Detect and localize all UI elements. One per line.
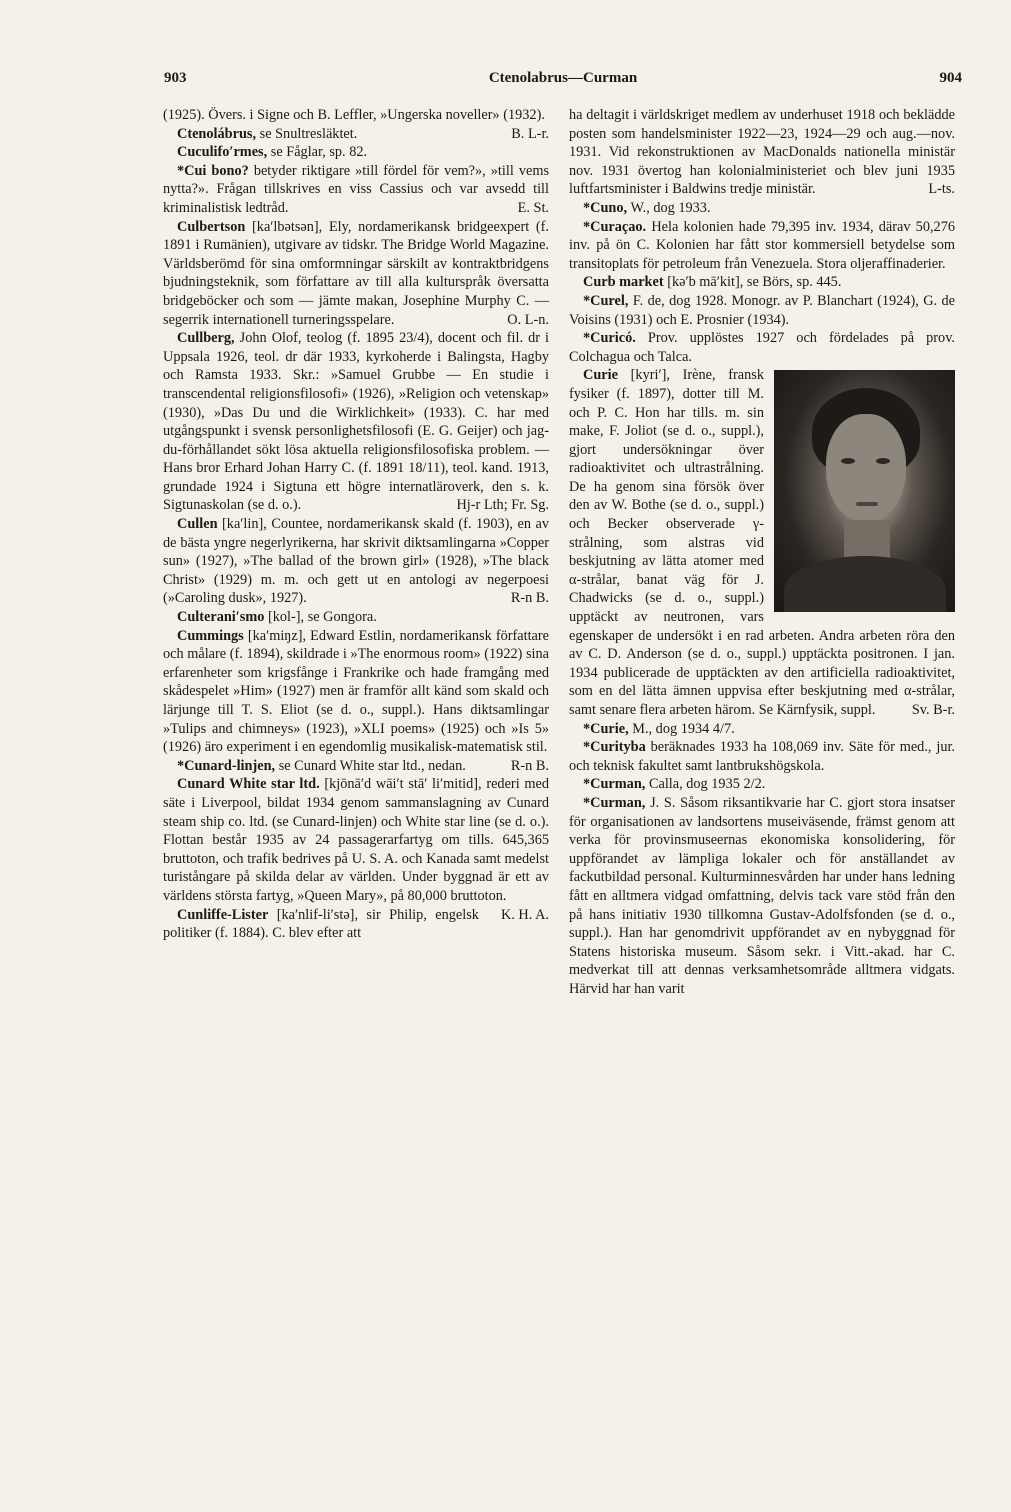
entry-r1 bbox=[569, 199, 955, 218]
entry-r8 bbox=[569, 775, 955, 794]
entry-text: se Fåglar, sp. 82. bbox=[270, 144, 368, 161]
entry-text: [ka′lin], Countee, nordamerikansk skald (f. 1903), en av de bästa yngre negerlyrikerna, har skrivit diktsamlingarna »Copper sun» (1927), »The ballad of the brown girl» (1928), »The black Christ» (1929) m. m. och gett ut en antologi av negerpoesi (»Caroling dusk», 1927). bbox=[163, 516, 549, 607]
left-column bbox=[163, 106, 549, 943]
entry-text: [kyri′], Irène, fransk fysiker (f. 1897), dotter till M. och P. C. Hon har tills. m. sin make, F. Joliot (se d. o., suppl.), gjort undersökningar över radioaktivitet och ultrastrålning. De ha genom sina försök över den av W. Bothe (se d. o., suppl.) och Becker observerade γ-strålning, som alstras vid beskjutning av lätta atomer med α-strålar, banat väg för J. Chadwicks (se d. o., suppl.) upptäckt av neutronen, vars egenskaper de undersökt i en rad arbeten. Andra arbeten röra den av C. D. Anderson (se d. o., suppl.) upptäckta positronen. I jan. 1934 publicerade de upptäckten av den artificiella radioaktivitet, som en del lätta ämnen uppvisa efter beskjutning med α-strålar, samt senare flera arbeten härom. Se Kärnfysik, suppl. bbox=[569, 367, 955, 718]
entry-l9 bbox=[163, 757, 549, 776]
entry-headword: *Curie, bbox=[583, 720, 629, 737]
entry-signature: B. L-r. bbox=[511, 125, 549, 142]
entry-headword: Ctenolábrus, bbox=[177, 125, 257, 142]
entry-signature: R-n B. bbox=[510, 757, 549, 774]
portrait-photo bbox=[774, 370, 955, 612]
entry-curie-irene bbox=[569, 366, 955, 719]
page-number-right: 904 bbox=[939, 70, 962, 86]
entry-text: [ka′nlif-li′stə], sir Philip, engelsk politiker (f. 1884). C. blev efter att bbox=[163, 906, 479, 942]
entry-r0 bbox=[569, 106, 955, 199]
entry-r4 bbox=[569, 292, 955, 329]
entry-text: [kol-], se Gongora. bbox=[268, 609, 377, 626]
entry-text: beräknades 1933 ha 108,069 inv. Säte för med., jur. och teknisk fakultet samt lantbrukshögskola. bbox=[569, 739, 956, 774]
entry-r6 bbox=[569, 720, 955, 739]
entry-headword: Curb market bbox=[583, 274, 664, 291]
entry-text: Hela kolonien hade 79,395 inv. 1934, därav 50,276 inv. på ön C. Kolonien har fått stor kommersiell betydelse som transitoplats för petroleum från Venezuela. Stora oljeraffinaderier. bbox=[569, 218, 955, 272]
entry-signature: K. H. A. bbox=[500, 906, 549, 923]
entry-headword: Cuculifo′rmes, bbox=[177, 144, 268, 161]
right-column bbox=[569, 106, 955, 999]
entry-headword: Cunard White star ltd. bbox=[177, 776, 320, 793]
entry-l7 bbox=[163, 608, 549, 627]
entry-headword: *Cuno, bbox=[583, 199, 628, 216]
entry-text: se Snultresläktet. bbox=[259, 125, 358, 142]
entry-text: se Cunard White star ltd., nedan. bbox=[278, 757, 466, 774]
entry-text: [kə′b mā′kit], se Börs, sp. 445. bbox=[667, 274, 842, 291]
entry-headword: *Curaçao. bbox=[583, 218, 647, 235]
entry-r9 bbox=[569, 794, 955, 999]
entry-l1 bbox=[163, 125, 549, 144]
entry-text: (1925). Övers. i Signe och B. Leffler, »Ungerska noveller» (1932). bbox=[163, 107, 545, 123]
entry-text: ha deltagit i världskriget medlem av underhuset 1918 och beklädde posten som handelsminister 1922—23, 1924—29 och aug.—nov. 1931. Vid rekonstruktionen av MacDonalds nationella ministär nov. 1931 övertog han kolonialministeriet och blev juni 1935 luftfartsminister i Baldwins tredje ministär. bbox=[569, 107, 955, 198]
entry-text: [kjōnā′d wāi′t stā′ li′mitid], rederi med säte i Liverpool, bildat 1934 genom sammanslagning av Cunard steam ship co. ltd. (se Cunard-linjen) och White star line (se d. o.). Flottan består 1935 av 24 passagerarfartyg om tills. 645,365 bruttoton, och trafik bedrives på U. S. A. och Kanada samt medelst turistångare på skilda delar av världen. Under byggnad är ett av världens största fartyg, »Queen Mary», på 80,000 bruttoton. bbox=[163, 776, 549, 904]
entry-headword: *Curel, bbox=[583, 292, 629, 309]
entry-text: Prov. upplöstes 1927 och fördelades på prov. Colchagua och Talca. bbox=[569, 330, 956, 365]
entry-text: Calla, dog 1935 2/2. bbox=[648, 776, 766, 793]
entry-headword: *Curicó. bbox=[583, 330, 636, 347]
entry-text: F. de, dog 1928. Monogr. av P. Blanchart (1924), G. de Voisins (1931) och E. Prosnier (1934). bbox=[569, 292, 956, 328]
entry-text: betyder riktigare »till fördel för vem?», »till vems nytta?». Frågan tillskrives en viss Cassius och var avsedd till kriminalistisk ledtråd. bbox=[163, 162, 550, 216]
entry-headword: Curie bbox=[583, 367, 618, 384]
entry-headword: *Curman, bbox=[583, 794, 646, 811]
entry-r3 bbox=[569, 273, 955, 292]
entry-text: [ka′lbətsən], Ely, nordamerikansk bridgeexpert (f. 1891 i Rumänien), utgivare av tidskr. The Bridge World Magazine. Världsberömd för sina omformningar särskilt av kontraktbridgens bjudningsteknik, som författare av till alla kulturspråk översatta bridgeböcker och som — jämte makan, Josephine Murphy C. — segerrik internationell turneringsspelare. bbox=[163, 218, 549, 328]
entry-l2 bbox=[163, 143, 549, 162]
entry-r7 bbox=[569, 738, 955, 775]
entry-signature: O. L-n. bbox=[507, 311, 549, 328]
entry-r5 bbox=[569, 329, 955, 366]
entry-headword: Culterani′smo bbox=[177, 609, 265, 626]
entry-signature: Hj-r Lth; Fr. Sg. bbox=[456, 497, 549, 514]
entry-text: John Olof, teolog (f. 1895 23/4), docent och fil. dr i Uppsala 1926, teol. dr där 1933, kyrkoherde i Balingsta, Hagby och Ramsta 1933. Skr.: »Samuel Grubbe — En studie i transcendental religionsfilosofi» (1926), »Religion och vetenskap» (1930), »Das Du und die Wirklichkeit» (1933). C. har med utgångspunkt i svensk personlighetsfilosofi (E. G. Geijer) och jag-du-förhållandet sökt lösa aktuella religionsfilosofiska problem. — Hans bror Erhard Johan Harry C. (f. 1891 18/11), teol. kand. 1913, grundade 1924 i Sigtuna ett högre internatläroverk, den s. k. Sigtunaskolan (se d. o.). bbox=[163, 330, 550, 514]
entry-l4 bbox=[163, 218, 549, 330]
entry-text: [ka′miŋz], Edward Estlin, nordamerikansk författare och målare (f. 1894), skildrade i »The enormous room» (1922) sina erfarenheter som krigsfånge i Frankrike och hade framgång med skådespelet »Him» (1927) men är framför allt känd som skald och lärjunge till T. S. Eliot (se d. o., suppl.). Hans diktsamlingar »Tulips and chimneys» (1923), »XLI poems» (1925) och »Is 5» (1926) äro experiment i en egendomlig musikalisk-matematisk stil. bbox=[163, 627, 550, 756]
entry-headword: Cullberg, bbox=[177, 330, 235, 347]
entry-headword: *Curman, bbox=[583, 776, 646, 793]
entry-signature: Sv. B-r. bbox=[911, 702, 955, 718]
entry-headword: Cullen bbox=[177, 516, 218, 533]
entry-headword: *Curityba bbox=[583, 739, 646, 756]
entry-l3 bbox=[163, 162, 549, 218]
entry-headword: *Cui bono? bbox=[177, 162, 249, 179]
entry-signature: L-ts. bbox=[928, 181, 955, 198]
running-title: Ctenolabrus—Curman bbox=[488, 70, 638, 86]
entry-text: W., dog 1933. bbox=[630, 199, 711, 216]
page-header bbox=[164, 70, 962, 94]
entry-headword: Cummings bbox=[177, 627, 244, 644]
entry-headword: Cunliffe-Lister bbox=[177, 906, 269, 923]
entry-l5 bbox=[163, 329, 549, 515]
entry-headword: Culbertson bbox=[177, 218, 246, 235]
entry-signature: E. St. bbox=[517, 199, 549, 216]
entry-text: J. S. Såsom riksantikvarie har C. gjort stora insatser för organisationen av landsortens museiväsende, främst genom att verka för provinsmuseernas ekonomiska konsolidering, för uppförandet av lämpliga lokaler och för anställandet av fackutbildad personal. Kulturminnesvården har under hans ledning fått en alltmera vidgad omfattning, delvis tack vare stöd från den på hans initiativ 1930 tillkomna Gustav-Adolfsfonden (se d. o., suppl.). Han har genomdrivit uppförandet av en nybyggnad för Statens historiska museum. Såsom sekr. i Vitt.-akad. har C. medverkat till att dennas verksamhetsområde alltmera vidgats. Härvid har han varit bbox=[569, 794, 955, 997]
page-number-left: 903 bbox=[164, 70, 187, 86]
entry-r2 bbox=[569, 218, 955, 274]
entry-text: M., dog 1934 4/7. bbox=[632, 720, 735, 737]
entry-signature: R-n B. bbox=[510, 590, 549, 607]
entry-headword: *Cunard-linjen, bbox=[177, 757, 276, 774]
entry-l6 bbox=[163, 515, 549, 608]
